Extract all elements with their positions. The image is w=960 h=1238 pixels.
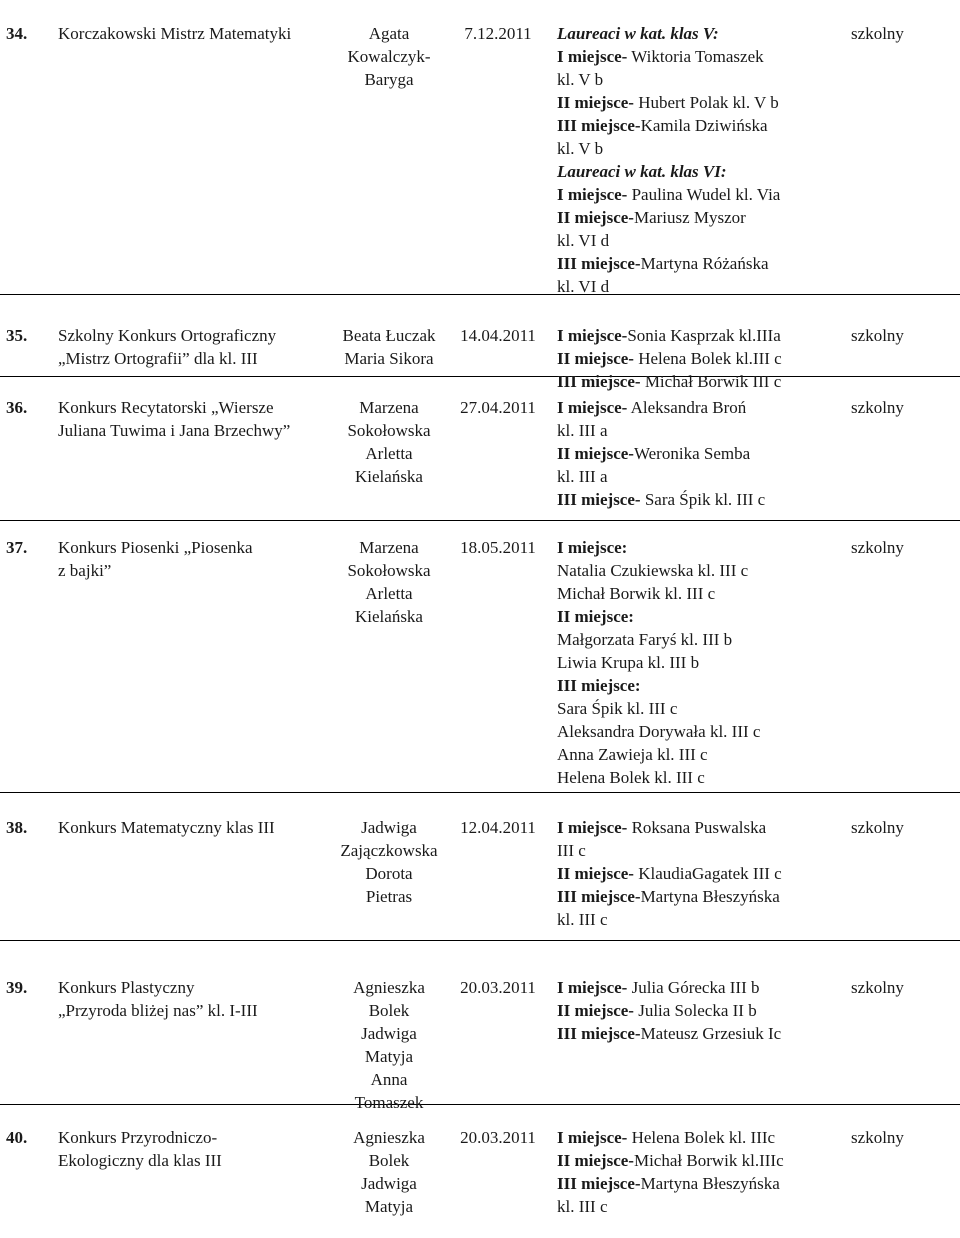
teacher-line: Jadwiga — [361, 818, 417, 837]
teachers — [318, 324, 460, 370]
place-label: II miejsce- — [557, 864, 634, 883]
teacher-line: Matyja — [364, 1197, 414, 1216]
table-row — [0, 1126, 960, 1226]
competition-name-line: „Przyroda bliżej nas” kl. I-III — [58, 1001, 258, 1020]
winner-text: Małgorzata Faryś kl. III b — [557, 630, 733, 649]
competition-level: szkolny — [851, 24, 904, 43]
teachers — [318, 1126, 460, 1218]
teacher-line: Jadwiga — [361, 1024, 417, 1043]
result-line — [557, 628, 829, 651]
result-line — [557, 885, 829, 908]
teacher-line: Zajączkowska — [340, 841, 438, 860]
place-label: I miejsce- — [557, 47, 628, 66]
competition-name-line: „Mistrz Ortografii” dla kl. III — [58, 349, 258, 368]
result-line — [557, 465, 829, 488]
competition-name-line: Konkurs Przyrodniczo- — [58, 1128, 218, 1147]
place-label: III miejsce- — [557, 1024, 641, 1043]
result-line — [557, 908, 829, 931]
winner-text: Natalia Czukiewska kl. III c — [557, 561, 749, 580]
teacher-line: Kowalczyk- — [347, 47, 431, 66]
results — [557, 1126, 829, 1218]
result-line — [557, 137, 829, 160]
competition-name — [58, 536, 308, 582]
competition-level: szkolny — [851, 1128, 904, 1147]
winner-text: kl. VI d — [557, 277, 610, 296]
row-number: 36. — [6, 398, 28, 417]
winner-text: Michał Borwik kl. III c — [557, 584, 716, 603]
result-line — [557, 229, 829, 252]
winner-text: Weronika Semba — [633, 444, 751, 463]
teachers — [318, 22, 460, 91]
results — [557, 22, 829, 298]
competition-date: 14.04.2011 — [460, 326, 536, 345]
teachers — [318, 976, 460, 1114]
teacher-line: Sokołowska — [347, 421, 431, 440]
winner-text: Martyna Różańska — [640, 254, 769, 273]
result-line — [557, 839, 829, 862]
result-line — [557, 976, 829, 999]
winner-text: Sara Śpik kl. III c — [640, 490, 766, 509]
teacher-line: Marzena — [359, 538, 419, 557]
winner-text: kl. III a — [557, 421, 608, 440]
competition-level: szkolny — [851, 538, 904, 557]
winner-text: Liwia Krupa kl. III b — [557, 653, 700, 672]
winner-text: Martyna Błeszyńska — [640, 887, 780, 906]
teacher-line: Agnieszka — [353, 1128, 425, 1147]
place-label: I miejsce- — [557, 1128, 628, 1147]
teacher-line: Beata Łuczak — [342, 326, 436, 345]
teachers — [318, 536, 460, 628]
result-line — [557, 370, 829, 393]
result-line — [557, 1172, 829, 1195]
winner-text: Wiktoria Tomaszek — [627, 47, 764, 66]
place-label: III miejsce- — [557, 116, 641, 135]
teacher-line: Bolek — [368, 1151, 410, 1170]
result-line — [557, 252, 829, 275]
teacher-line: Tomaszek — [354, 1093, 424, 1112]
table-row — [0, 536, 960, 793]
competition-name — [58, 816, 308, 839]
table-row — [0, 22, 960, 295]
competition-name — [58, 1126, 308, 1172]
result-line — [557, 605, 829, 628]
row-number: 38. — [6, 818, 28, 837]
winner-text: Sara Śpik kl. III c — [557, 699, 678, 718]
competition-name-line: Konkurs Plastyczny — [58, 978, 195, 997]
winner-text: Martyna Błeszyńska — [640, 1174, 780, 1193]
winner-text: kl. III a — [557, 467, 608, 486]
teacher-line: Matyja — [364, 1047, 414, 1066]
winner-text: Michał Borwik III c — [640, 372, 782, 391]
winner-text: III c — [557, 841, 586, 860]
row-number: 34. — [6, 24, 28, 43]
place-label: II miejsce- — [557, 1151, 634, 1170]
result-line — [557, 442, 829, 465]
competition-level: szkolny — [851, 398, 904, 417]
result-line — [557, 206, 829, 229]
winner-text: Aleksandra Dorywała kl. III c — [557, 722, 761, 741]
competition-name — [58, 396, 308, 442]
place-label: I miejsce: — [557, 538, 628, 557]
winner-text: Hubert Polak kl. V b — [633, 93, 779, 112]
result-line — [557, 674, 829, 697]
result-line — [557, 697, 829, 720]
teacher-line: Bolek — [368, 1001, 410, 1020]
result-line — [557, 559, 829, 582]
place-label: III miejsce- — [557, 254, 641, 273]
teachers — [318, 396, 460, 488]
results — [557, 816, 829, 931]
teacher-line: Agata — [368, 24, 410, 43]
row-number: 37. — [6, 538, 28, 557]
winner-text: Mariusz Myszor — [633, 208, 746, 227]
place-label: III miejsce: — [557, 676, 641, 695]
teacher-line: Arletta — [365, 444, 413, 463]
place-label: I miejsce- — [557, 326, 628, 345]
place-label: III miejsce- — [557, 490, 641, 509]
result-line — [557, 999, 829, 1022]
winner-text: Mateusz Grzesiuk Ic — [640, 1024, 782, 1043]
result-line — [557, 743, 829, 766]
competition-name-line: Konkurs Matematyczny klas III — [58, 818, 275, 837]
teacher-line: Baryga — [364, 70, 414, 89]
result-line — [557, 582, 829, 605]
competition-name-line: Juliana Tuwima i Jana Brzechwy” — [58, 421, 291, 440]
result-line — [557, 275, 829, 298]
result-line — [557, 324, 829, 347]
result-line — [557, 1022, 829, 1045]
winner-text: Roksana Puswalska — [627, 818, 767, 837]
result-line — [557, 396, 829, 419]
winner-text: kl. VI d — [557, 231, 610, 250]
winner-text: Sonia Kasprzak kl.IIIa — [627, 326, 781, 345]
teacher-line: Kielańska — [355, 607, 423, 626]
result-line — [557, 862, 829, 885]
result-line — [557, 1126, 829, 1149]
winner-text: Helena Bolek kl. III c — [557, 768, 705, 787]
winner-text: Paulina Wudel kl. Via — [627, 185, 781, 204]
teacher-line: Anna — [370, 1070, 408, 1089]
competition-name-line: z bajki” — [58, 561, 112, 580]
results — [557, 396, 829, 511]
winner-text: Helena Bolek kl.III c — [633, 349, 782, 368]
result-line — [557, 1195, 829, 1218]
competition-name — [58, 22, 308, 45]
teacher-line: Jadwiga — [361, 1174, 417, 1193]
competition-level: szkolny — [851, 978, 904, 997]
result-line — [557, 536, 829, 559]
place-label: Laureaci w kat. klas V: — [557, 24, 719, 43]
competition-date: 27.04.2011 — [460, 398, 536, 417]
place-label: II miejsce- — [557, 444, 634, 463]
result-line — [557, 766, 829, 789]
place-label: I miejsce- — [557, 978, 628, 997]
teacher-line: Dorota — [365, 864, 413, 883]
result-line — [557, 45, 829, 68]
result-line — [557, 720, 829, 743]
competition-date: 7.12.2011 — [464, 24, 532, 43]
winner-text: Michał Borwik kl.IIIc — [633, 1151, 784, 1170]
table-row — [0, 396, 960, 521]
competition-name-line: Szkolny Konkurs Ortograficzny — [58, 326, 277, 345]
table-row — [0, 976, 960, 1112]
place-label: II miejsce- — [557, 349, 634, 368]
result-line — [557, 488, 829, 511]
result-line — [557, 651, 829, 674]
result-line — [557, 22, 829, 45]
result-line — [557, 68, 829, 91]
teacher-line: Marzena — [359, 398, 419, 417]
winner-text: Julia Solecka II b — [633, 1001, 757, 1020]
winner-text: kl. V b — [557, 139, 604, 158]
table-row — [0, 816, 960, 941]
results — [557, 324, 829, 393]
result-line — [557, 1149, 829, 1172]
competition-date: 18.05.2011 — [460, 538, 536, 557]
teacher-line: Arletta — [365, 584, 413, 603]
competition-date: 12.04.2011 — [460, 818, 536, 837]
competition-date: 20.03.2011 — [460, 1128, 536, 1147]
competition-name-line: Konkurs Piosenki „Piosenka — [58, 538, 253, 557]
winner-text: kl. III c — [557, 1197, 608, 1216]
results — [557, 536, 829, 789]
place-label: I miejsce- — [557, 398, 628, 417]
teacher-line: Sokołowska — [347, 561, 431, 580]
winner-text: Helena Bolek kl. IIIc — [627, 1128, 776, 1147]
competition-date: 20.03.2011 — [460, 978, 536, 997]
place-label: II miejsce- — [557, 1001, 634, 1020]
place-label: I miejsce- — [557, 818, 628, 837]
place-label: III miejsce- — [557, 887, 641, 906]
result-line — [557, 160, 829, 183]
teachers — [318, 816, 460, 908]
row-number: 35. — [6, 326, 28, 345]
competition-name-line: Korczakowski Mistrz Matematyki — [58, 24, 292, 43]
result-line — [557, 816, 829, 839]
result-line — [557, 183, 829, 206]
place-label: I miejsce- — [557, 185, 628, 204]
result-line — [557, 114, 829, 137]
teacher-line: Pietras — [365, 887, 413, 906]
competition-level: szkolny — [851, 326, 904, 345]
winner-text: kl. III c — [557, 910, 608, 929]
result-line — [557, 347, 829, 370]
competition-name-line: Ekologiczny dla klas III — [58, 1151, 222, 1170]
results — [557, 976, 829, 1045]
result-line — [557, 91, 829, 114]
place-label: II miejsce- — [557, 93, 634, 112]
competition-name-line: Konkurs Recytatorski „Wiersze — [58, 398, 274, 417]
place-label: II miejsce- — [557, 208, 634, 227]
table-row — [0, 324, 960, 391]
winner-text: KlaudiaGagatek III c — [633, 864, 782, 883]
place-label: Laureaci w kat. klas VI: — [557, 162, 727, 181]
place-label: II miejsce: — [557, 607, 634, 626]
competition-name — [58, 976, 308, 1022]
winner-text: Anna Zawieja kl. III c — [557, 745, 708, 764]
place-label: III miejsce- — [557, 372, 641, 391]
teacher-line: Maria Sikora — [344, 349, 434, 368]
competition-name — [58, 324, 308, 370]
winner-text: kl. V b — [557, 70, 604, 89]
winner-text: Aleksandra Broń — [627, 398, 747, 417]
teacher-line: Agnieszka — [353, 978, 425, 997]
teacher-line: Kielańska — [355, 467, 423, 486]
result-line — [557, 419, 829, 442]
winner-text: Kamila Dziwińska — [640, 116, 768, 135]
row-number: 40. — [6, 1128, 28, 1147]
row-number: 39. — [6, 978, 28, 997]
place-label: III miejsce- — [557, 1174, 641, 1193]
winner-text: Julia Górecka III b — [627, 978, 760, 997]
competition-level: szkolny — [851, 818, 904, 837]
